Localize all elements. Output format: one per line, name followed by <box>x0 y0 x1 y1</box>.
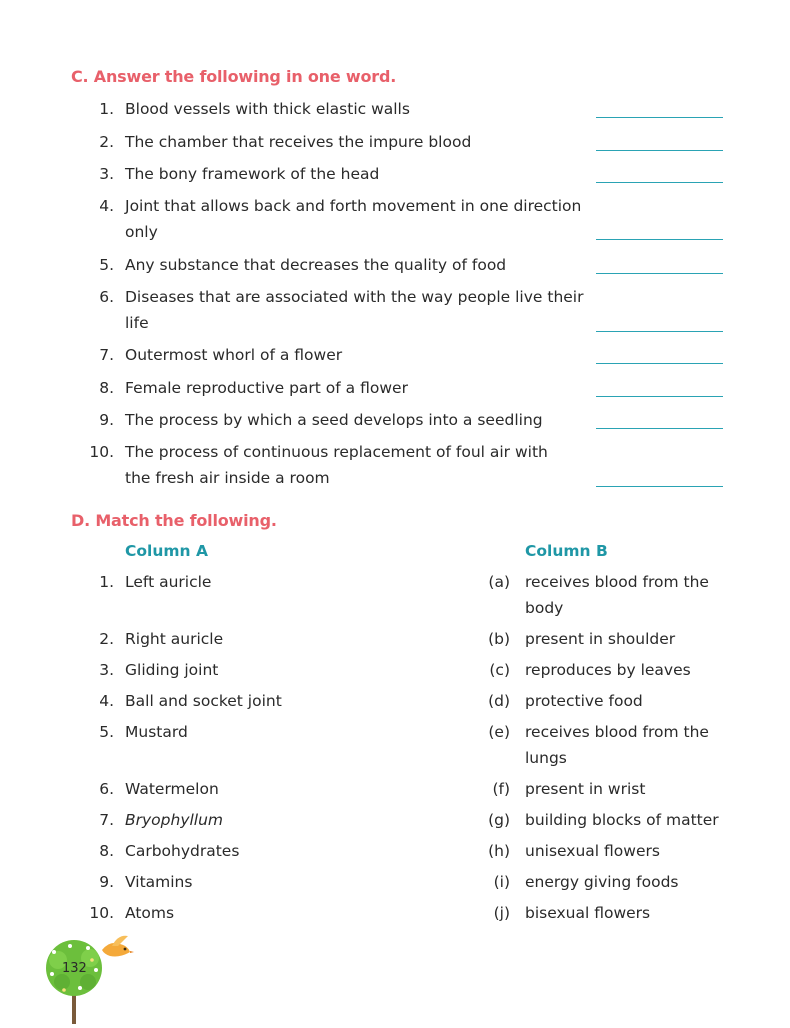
question-number: 10. <box>89 443 114 461</box>
question-text: The bony framework of the head <box>125 165 380 183</box>
match-letter: (j) <box>493 904 510 922</box>
column-b-item: unisexual flowers <box>525 842 660 860</box>
question-text: Blood vessels with thick elastic walls <box>125 100 410 118</box>
answer-line[interactable] <box>596 150 723 151</box>
bird-icon <box>98 934 134 962</box>
page-footer <box>40 930 140 1024</box>
match-letter: (a) <box>488 573 510 591</box>
match-number: 6. <box>99 780 114 798</box>
question-text-continued: the fresh air inside a room <box>125 469 330 487</box>
column-a-item: Carbohydrates <box>125 842 240 860</box>
question-number: 8. <box>99 379 114 397</box>
question-text: Joint that allows back and forth movement in one direction <box>125 197 582 215</box>
column-b-heading: Column B <box>525 542 608 560</box>
match-letter: (c) <box>489 661 510 679</box>
column-b-item-continued: lungs <box>525 749 567 767</box>
answer-line[interactable] <box>596 331 723 332</box>
match-number: 3. <box>99 661 114 679</box>
question-number: 2. <box>99 133 114 151</box>
column-a-item: Mustard <box>125 723 188 741</box>
question-text-continued: life <box>125 314 149 332</box>
question-number: 9. <box>99 411 114 429</box>
answer-line[interactable] <box>596 117 723 118</box>
match-number: 9. <box>99 873 114 891</box>
column-b-item-continued: body <box>525 599 564 617</box>
column-a-item: Ball and socket joint <box>125 692 282 710</box>
column-b-item: reproduces by leaves <box>525 661 691 679</box>
match-letter: (f) <box>492 780 510 798</box>
section-d-heading: D. Match the following. <box>71 511 277 530</box>
column-a-item: Atoms <box>125 904 175 922</box>
question-text: The chamber that receives the impure blood <box>125 133 472 151</box>
column-a-item: Right auricle <box>125 630 224 648</box>
question-text: Female reproductive part of a flower <box>125 379 408 397</box>
match-number: 4. <box>99 692 114 710</box>
question-text: Any substance that decreases the quality of food <box>125 256 507 274</box>
column-b-item: building blocks of matter <box>525 811 719 829</box>
answer-line[interactable] <box>596 182 723 183</box>
match-letter: (d) <box>488 692 510 710</box>
question-text: Outermost whorl of a flower <box>125 346 343 364</box>
column-a-item: Bryophyllum <box>125 811 224 829</box>
match-letter: (i) <box>493 873 510 891</box>
match-number: 8. <box>99 842 114 860</box>
column-b-item: protective food <box>525 692 643 710</box>
question-number: 1. <box>99 100 114 118</box>
match-number: 10. <box>89 904 114 922</box>
column-b-item: energy giving foods <box>525 873 679 891</box>
column-b-item: bisexual flowers <box>525 904 651 922</box>
answer-line[interactable] <box>596 363 723 364</box>
match-number: 7. <box>99 811 114 829</box>
answer-line[interactable] <box>596 273 723 274</box>
question-text: The process by which a seed develops into a seedling <box>125 411 543 429</box>
column-a-item: Left auricle <box>125 573 212 591</box>
match-number: 5. <box>99 723 114 741</box>
question-text-continued: only <box>125 223 158 241</box>
match-letter: (g) <box>488 811 510 829</box>
question-number: 4. <box>99 197 114 215</box>
section-c-heading: C. Answer the following in one word. <box>71 67 397 86</box>
question-number: 5. <box>99 256 114 274</box>
column-a-item: Gliding joint <box>125 661 219 679</box>
question-text: The process of continuous replacement of foul air with <box>125 443 548 461</box>
match-letter: (e) <box>488 723 510 741</box>
answer-line[interactable] <box>596 239 723 240</box>
column-b-item: present in shoulder <box>525 630 676 648</box>
question-number: 6. <box>99 288 114 306</box>
column-a-item: Watermelon <box>125 780 219 798</box>
match-number: 2. <box>99 630 114 648</box>
column-a-heading: Column A <box>125 542 208 560</box>
match-letter: (b) <box>488 630 510 648</box>
answer-line[interactable] <box>596 428 723 429</box>
answer-line[interactable] <box>596 396 723 397</box>
question-number: 7. <box>99 346 114 364</box>
column-b-item: present in wrist <box>525 780 646 798</box>
match-letter: (h) <box>488 842 510 860</box>
question-text: Diseases that are associated with the way people live their <box>125 288 584 306</box>
answer-line[interactable] <box>596 486 723 487</box>
column-b-item: receives blood from the <box>525 573 709 591</box>
column-b-item: receives blood from the <box>525 723 709 741</box>
match-number: 1. <box>99 573 114 591</box>
question-number: 3. <box>99 165 114 183</box>
page-number: 132 <box>62 961 87 976</box>
column-a-item: Vitamins <box>125 873 193 891</box>
